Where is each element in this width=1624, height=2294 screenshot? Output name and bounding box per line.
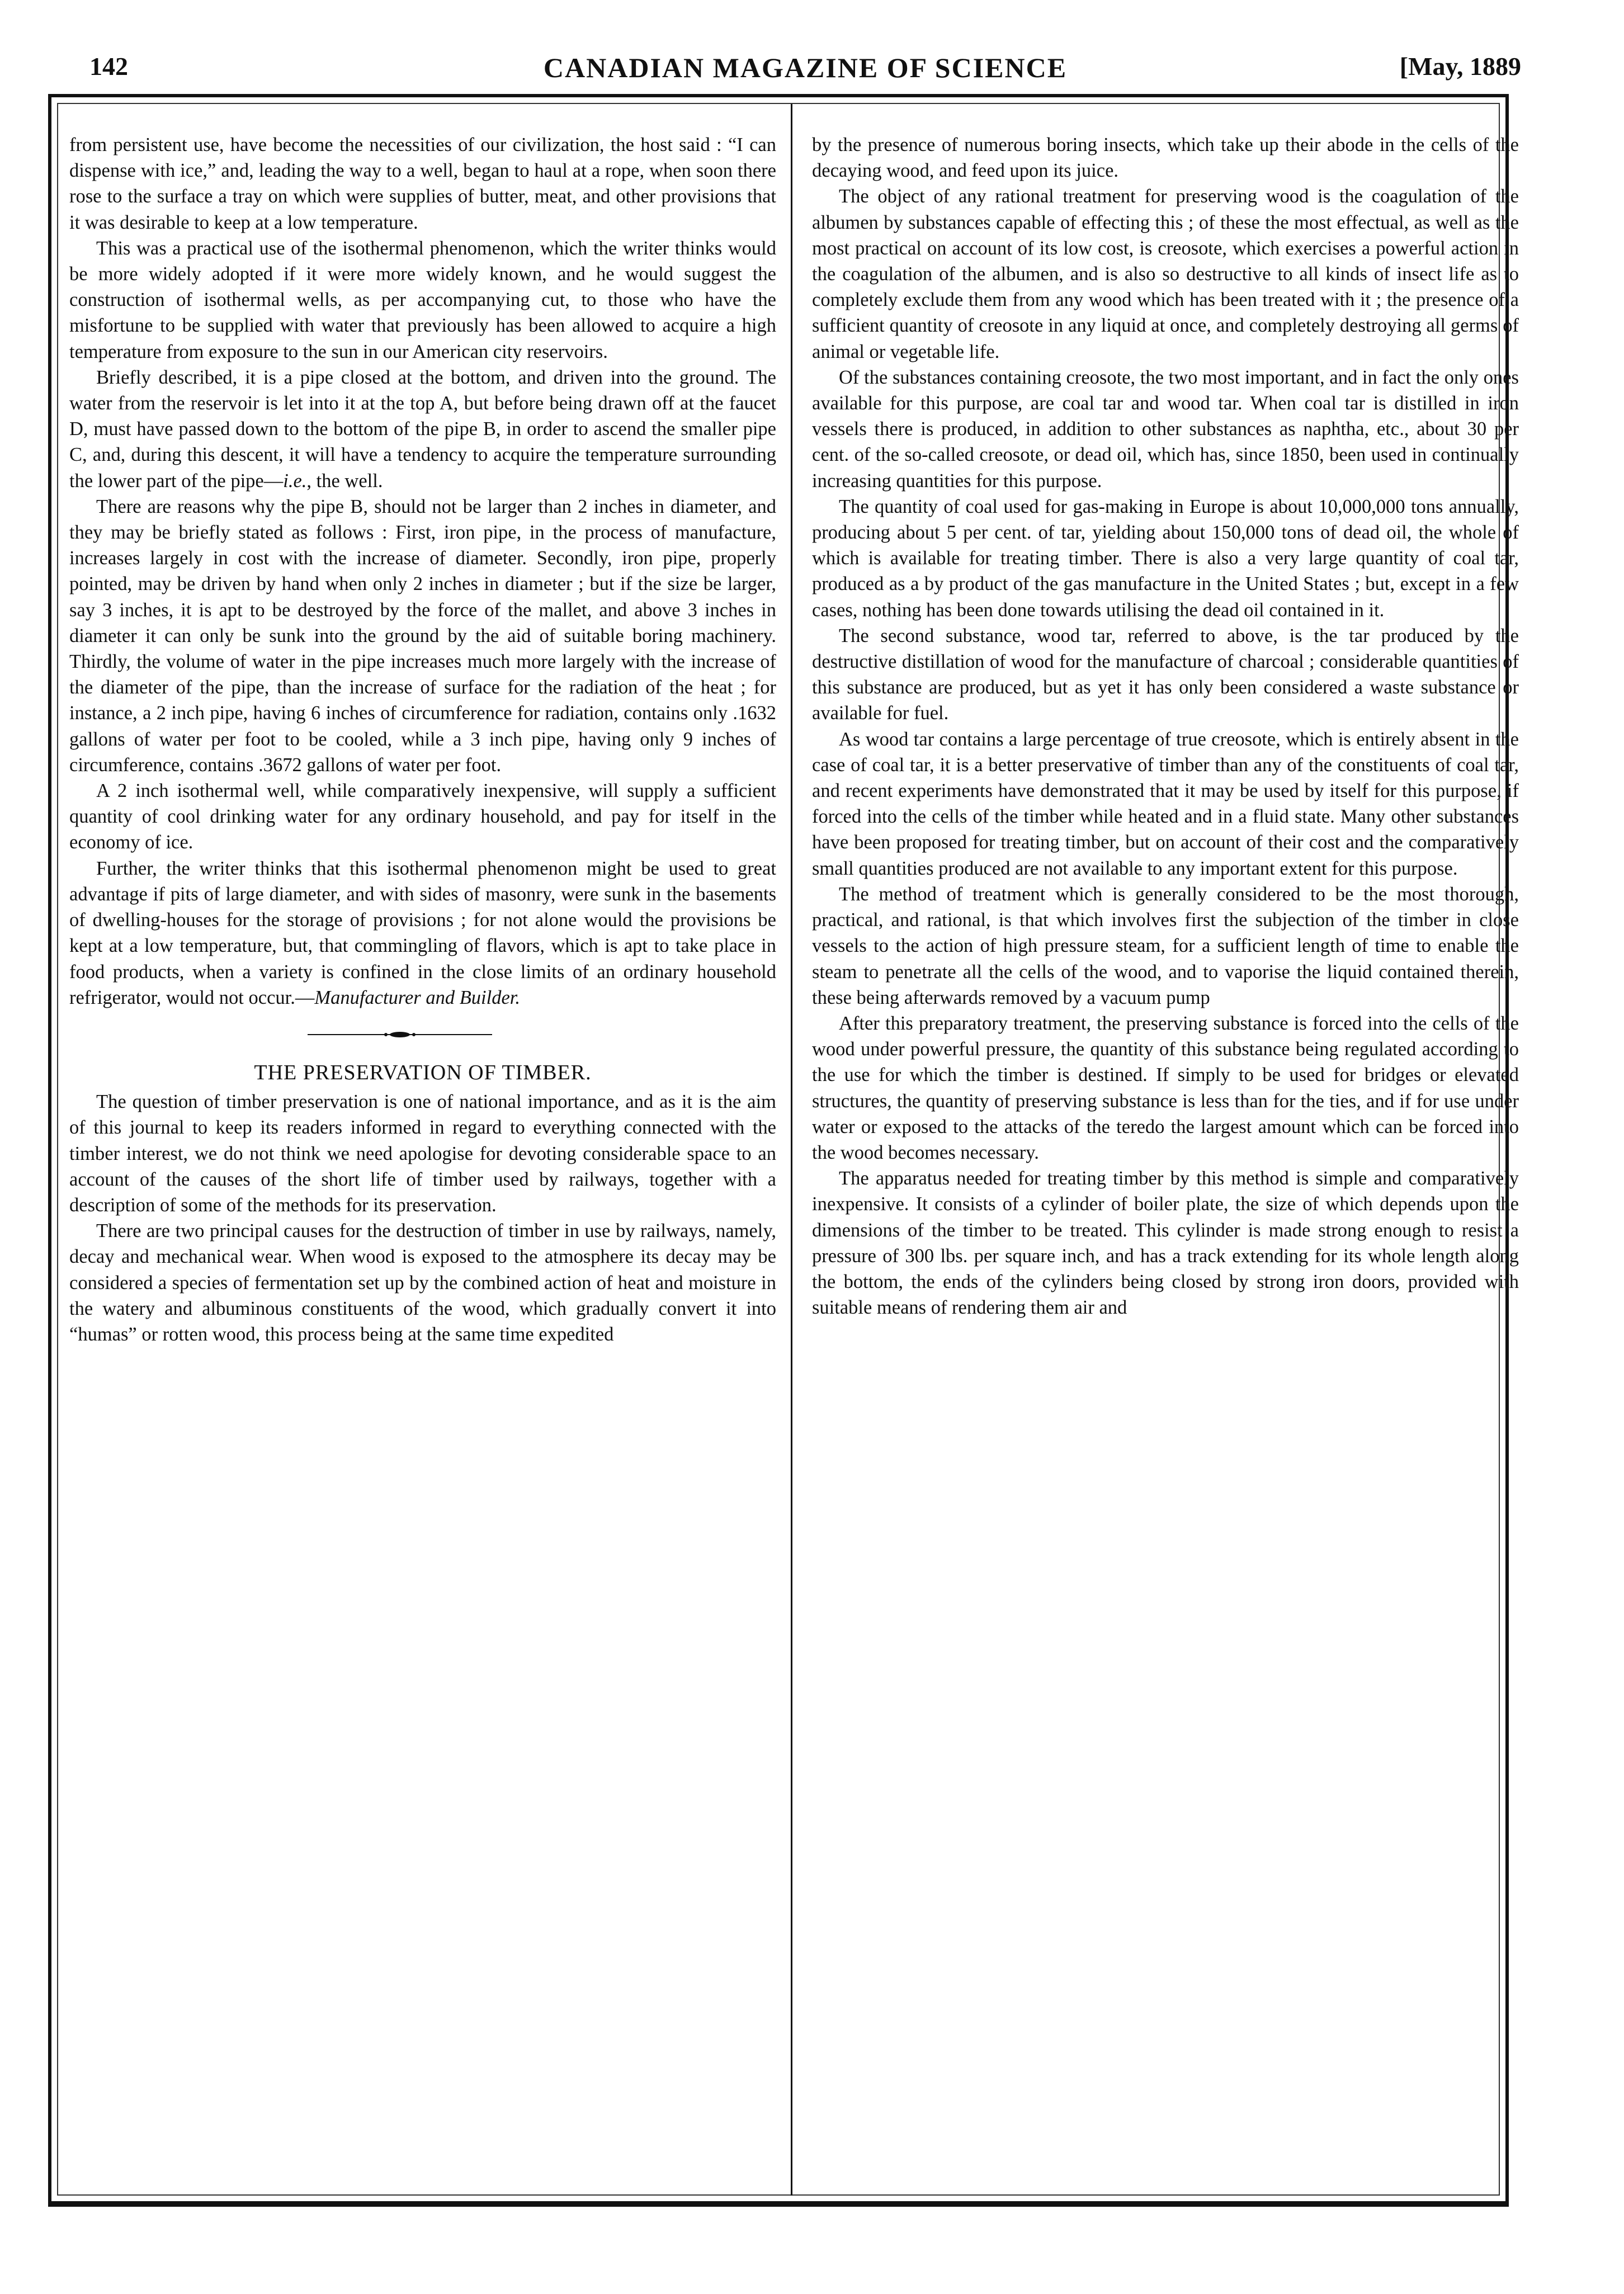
ornament-rule-icon bbox=[308, 1031, 492, 1039]
paragraph-text: Further, the writer thinks that this isothermal phenomenon might be used to great advantage if pits of large diameter, and with sides of masonry, were sunk in the basements of dwelling-houses for the storage of provisions ; for not alone would the provisions be kept at a low temperature, but, that commingling of flavors, which is apt to take place in food products, when a variety is confined in the close limits of an ordinary household refrigerator, would not occur.— bbox=[69, 857, 776, 1008]
paragraph: The object of any rational treatment for preserving wood is the coagulation of the albumen by substances capable of effecting this ; of these the most effectual, as well as the most practical on account of its low cost, is creosote, which exercises a powerful action in the coagulation of the albumen, and is also so destructive to all kinds of insect life as to completely exclude them from any wood which has been treated with it ; the presence of a sufficient quantity of creosote in any liquid at once, and completely destroying all germs of animal or vegetable life. bbox=[812, 186, 1519, 362]
section-ornament bbox=[69, 1019, 776, 1054]
paragraph: There are two principal causes for the destruction of timber in use by railways, namely, decay and mechanical wear. When wood is exposed to the atmosphere its decay may be considered a species of fermentation set up by the combined action of heat and moisture in the watery and albuminous constituents of the wood, which gradually convert it into “humas” or rotten wood, this process being at the same time expedited bbox=[69, 1220, 776, 1345]
italic-abbreviation: i.e. bbox=[283, 470, 307, 492]
column-divider bbox=[791, 104, 792, 2196]
paragraph: The apparatus needed for treating timber by this method is simple and comparatively inexpensive. It consists of a cylinder of boiler plate, the size of which depends upon the dimensions of the timber to be treated. This cylinder is made strong enough to resist a pressure of 300 lbs. per square inch, and has a track extending for its whole length along the bottom, the ends of the cylinders being closed by strong iron doors, provided with suitable means of rendering them air and bbox=[812, 1168, 1519, 1319]
paragraph: from persistent use, have become the necessities of our civilization, the host said : “I can dispense with ice,” and, leading the way to a well, began to haul at a rope, when soon there rose to the surface a tray on which were supplies of butter, meat, and other provisions that it was desirable to keep at a low temperature. bbox=[69, 134, 776, 233]
paragraph: This was a practical use of the isothermal phenomenon, which the writer thinks would be more widely adopted if it were more widely known, and he would suggest the construction of isothermal wells, as per accompanying cut, to those who have the misfortune to be supplied with water that previously has been allowed to acquire a high temperature from exposure to the sun in our American city reservoirs. bbox=[69, 237, 776, 362]
paragraph: The quantity of coal used for gas-making in Europe is about 10,000,000 tons annually, producing about 5 per cent. of tar, yielding about 150,000 tons of dead oil, the whole of which is available for treating timber. There is also a very large quantity of coal tar, produced as a by product of the gas manufacture in the United States ; but, except in a few cases, nothing has been done towards utilising the dead oil contained in it. bbox=[812, 495, 1519, 621]
paragraph: The question of timber preservation is one of national importance, and as it is the aim of this journal to keep its readers informed in regard to everything connected with the timber interest, we do not think we need apologise for devoting considerable space to an account of the causes of the short life of timber used by railways, together with a description of some of the methods for its preservation. bbox=[69, 1091, 776, 1216]
paragraph bbox=[69, 365, 776, 494]
paragraph: After this preparatory treatment, the preserving substance is forced into the cells of the wood under powerful pressure, the quantity of this substance being regulated according to the use for which the timber is destined. If simply to be used for bridges or elevated structures, the quantity of preserving substance is less than for the ties, and if for use under water or exposed to the attacks of the teredo the largest amount which can be forced into the wood becomes necessary. bbox=[812, 1012, 1519, 1163]
paragraph-text: , the well. bbox=[306, 470, 383, 492]
page-number: 142 bbox=[89, 52, 128, 81]
paragraph: by the presence of numerous boring insects, which take up their abode in the cells of the decaying wood, and feed upon its juice. bbox=[812, 134, 1519, 182]
right-column bbox=[812, 132, 1519, 1320]
issue-date: [May, 1889 bbox=[1399, 52, 1521, 81]
paragraph-text: Briefly described, it is a pipe closed at the bottom, and driven into the ground. The water from the reservoir is let into it at the top A, but before being drawn off at the faucet D, must have passed down to the bottom of the pipe B, in order to ascend the smaller pipe C, and, during this descent, it will have a tendency to acquire the temperature surrounding the lower part of the pipe— bbox=[69, 366, 776, 492]
running-title: CANADIAN MAGAZINE OF SCIENCE bbox=[543, 52, 1068, 83]
paragraph: A 2 inch isothermal well, while comparatively inexpensive, will supply a sufficient quantity of cool drinking water for any ordinary household, and pay for itself in the economy of ice. bbox=[69, 780, 776, 853]
paragraph: As wood tar contains a large percentage of true creosote, which is entirely absent in the case of coal tar, it is a better preservative of timber than any of the constituents of coal tar, and recent experiments have demonstrated that it may be used by itself for this purpose, if forced into the cells of the timber while heated and in a fluid state. Many other substances have been proposed for treating timber, but on account of their cost and the comparatively small quantities produced are not available to any important extent for this purpose. bbox=[812, 728, 1519, 879]
source-citation: Manufacturer and Builder. bbox=[314, 986, 520, 1008]
paragraph: There are reasons why the pipe B, should not be larger than 2 inches in diameter, and they may be briefly stated as follows : First, iron pipe, in the process of manufacture, increases largely in cost with the increase of diameter. Secondly, iron pipe, properly pointed, may be driven by hand when only 2 inches in diameter ; but if the size be larger, say 3 inches, it is apt to be destroyed by the force of the mallet, and above 3 inches in diameter it can only be sunk into the ground by the aid of suitable boring machinery. Thirdly, the volume of water in the pipe increases much more largely with the increase of the diameter of the pipe, than the increase of surface for the radiation of the heat ; for instance, a 2 inch pipe, having 6 inches of circumference for radiation, contains only .1632 gallons of water per foot to be cooled, while a 3 inch pipe, having only 9 inches of circumference, contains .3672 gallons of water per foot. bbox=[69, 495, 776, 776]
left-column bbox=[69, 132, 776, 1347]
paragraph: Of the substances containing creosote, the two most important, and in fact the only ones available for this purpose, are coal tar and wood tar. When coal tar is distilled in iron vessels there is produced, in addition to other substances as naphtha, etc., about 30 per cent. of the so-called creosote, or dead oil, which has, since 1850, been used in continually increasing quantities for this purpose. bbox=[812, 366, 1519, 492]
page-header bbox=[89, 51, 1521, 91]
paragraph: The second substance, wood tar, referred to above, is the tar produced by the destructive distillation of wood for the manufacture of charcoal ; considerable quantities of this substance are produced, but as yet it has only been considered a waste substance or available for fuel. bbox=[812, 625, 1519, 724]
paragraph: The method of treatment which is generally considered to be the most thorough, practical, and rational, is that which involves first the subjection of the timber in close vessels to the action of high pressure steam, for a sufficient length of time to enable the steam to penetrate all the cells of the wood, and to vaporise the liquid contained therein, these being afterwards removed by a vacuum pump bbox=[812, 883, 1519, 1008]
section-title: THE PRESERVATION OF TIMBER. bbox=[254, 1060, 592, 1084]
paragraph bbox=[69, 856, 776, 1011]
